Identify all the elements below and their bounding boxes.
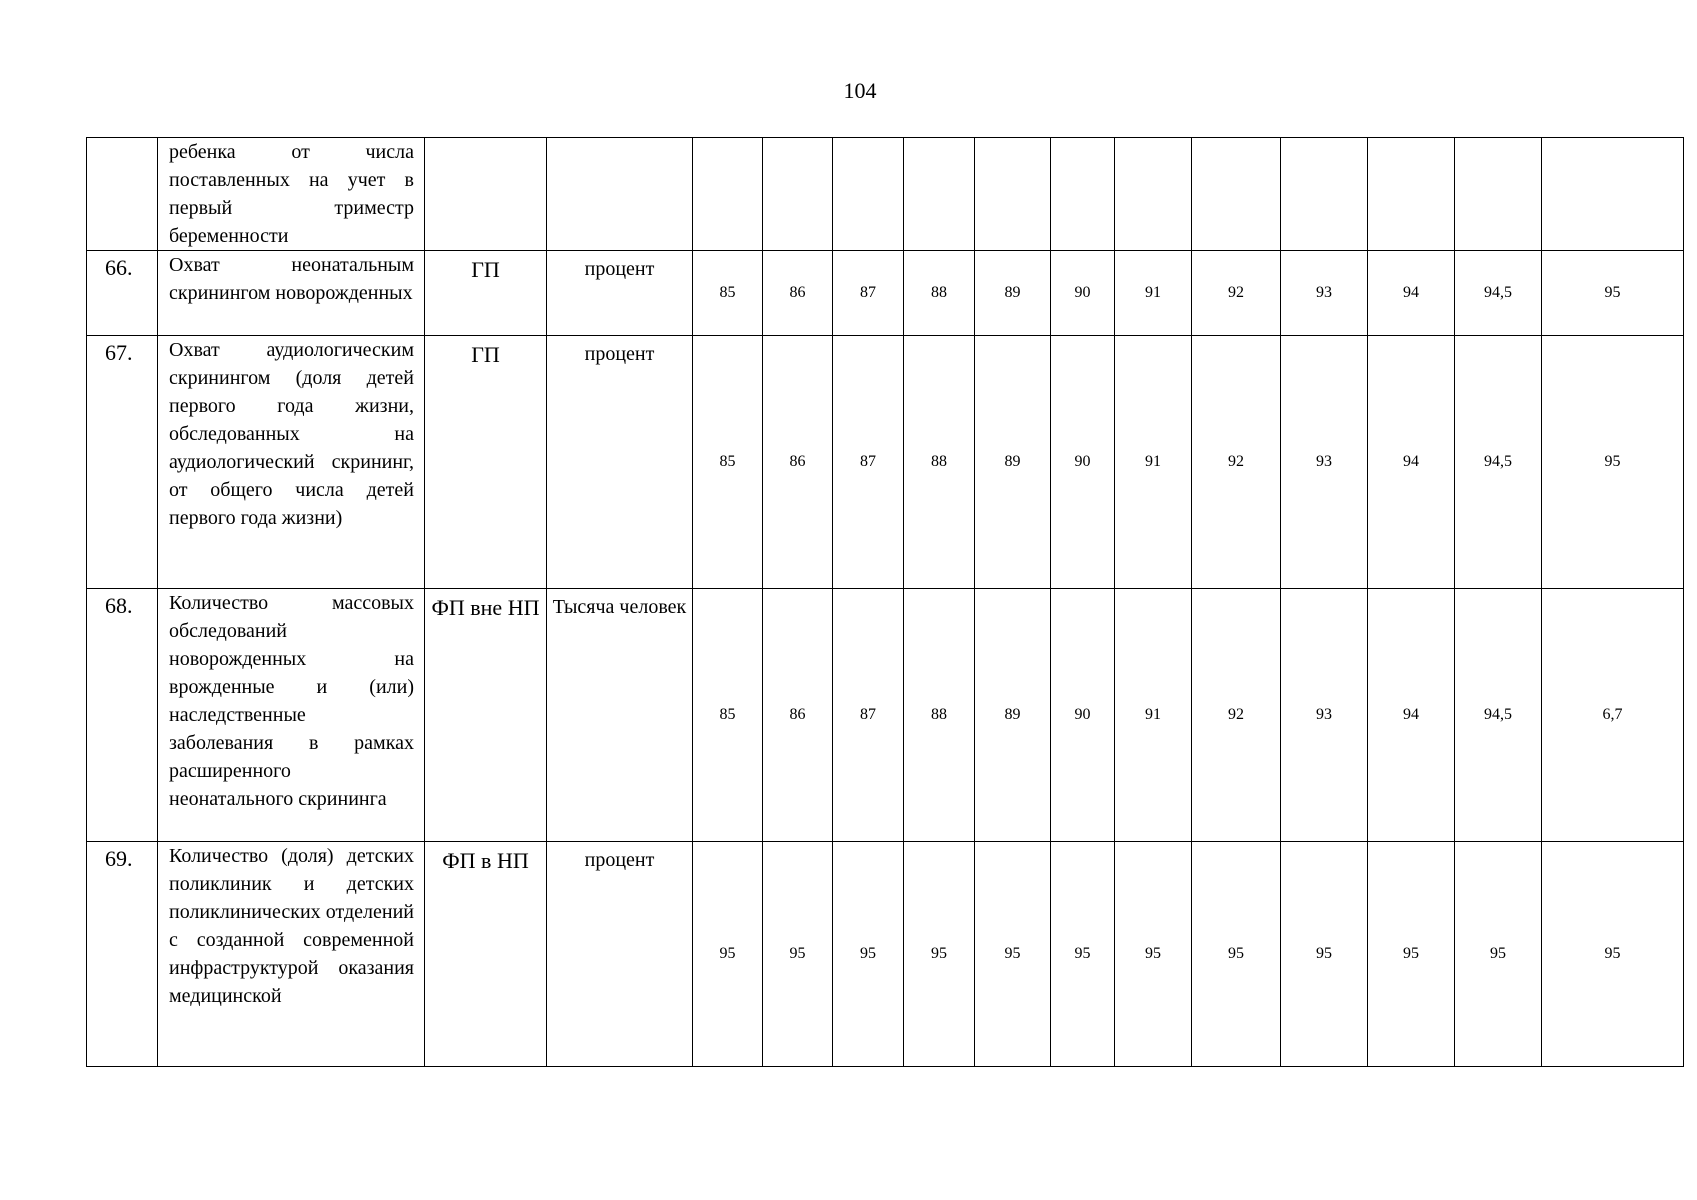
- indicator-value: 89: [975, 336, 1051, 589]
- indicator-value: 88: [904, 251, 975, 336]
- indicator-name: Охват аудиологическим скринингом (доля детей первого года жизни, обследованных на аудиологический скрининг, от общего числа детей первого года жизни): [158, 336, 425, 589]
- indicator-value: 90: [1051, 589, 1115, 842]
- indicator-value: 88: [904, 336, 975, 589]
- indicator-unit: процент: [547, 842, 693, 1067]
- indicator-value: [1192, 138, 1281, 251]
- indicator-value: 87: [833, 251, 904, 336]
- indicator-source: ГП: [425, 336, 547, 589]
- indicator-value: [1281, 138, 1368, 251]
- indicators-table: [86, 137, 1684, 1067]
- indicator-value: 95: [1115, 842, 1192, 1067]
- indicator-value: 95: [693, 842, 763, 1067]
- indicator-value: 91: [1115, 251, 1192, 336]
- indicator-value: 90: [1051, 336, 1115, 589]
- indicator-unit: Тысяча человек: [547, 589, 693, 842]
- indicator-value: 89: [975, 251, 1051, 336]
- indicator-value: 94,5: [1455, 251, 1542, 336]
- indicator-value: 95: [763, 842, 833, 1067]
- indicator-value: 95: [1051, 842, 1115, 1067]
- indicator-value: 92: [1192, 589, 1281, 842]
- indicator-unit: процент: [547, 336, 693, 589]
- indicator-value: 95: [1192, 842, 1281, 1067]
- indicator-value: 92: [1192, 336, 1281, 589]
- indicator-name: ребенка от числа поставленных на учет в первый триместр беременности: [158, 138, 425, 251]
- indicator-value: [975, 138, 1051, 251]
- indicator-value: 94,5: [1455, 589, 1542, 842]
- indicator-value: 94: [1368, 336, 1455, 589]
- indicator-value: [763, 138, 833, 251]
- indicator-value: 94: [1368, 589, 1455, 842]
- indicator-value: [1115, 138, 1192, 251]
- indicator-value: 94,5: [1455, 336, 1542, 589]
- indicator-value: 95: [1542, 336, 1684, 589]
- indicator-value: 91: [1115, 589, 1192, 842]
- indicator-value: 86: [763, 589, 833, 842]
- indicator-value: 95: [975, 842, 1051, 1067]
- indicator-value: 95: [1455, 842, 1542, 1067]
- indicator-value: 90: [1051, 251, 1115, 336]
- indicator-name: Количество (доля) детских поликлиник и детских поликлинических отделений с созданной современной инфраструктурой оказания медицинской: [158, 842, 425, 1067]
- page-number: 104: [843, 78, 877, 103]
- indicator-value: 85: [693, 251, 763, 336]
- indicator-value: 91: [1115, 336, 1192, 589]
- indicator-value: 93: [1281, 251, 1368, 336]
- row-number: [87, 138, 158, 251]
- table-row: [87, 336, 1684, 589]
- indicator-name: Охват неонатальным скринингом новорожденных: [158, 251, 425, 336]
- indicator-value: 95: [1542, 251, 1684, 336]
- indicator-value: 95: [1281, 842, 1368, 1067]
- row-number: 66.: [87, 251, 158, 336]
- indicator-value: 86: [763, 251, 833, 336]
- indicator-value: 94: [1368, 251, 1455, 336]
- indicator-value: 92: [1192, 251, 1281, 336]
- indicator-value: [693, 138, 763, 251]
- indicator-name: Количество массовых обследований новорожденных на врожденные и (или) наследственные заболевания в рамках расширенного неонатального скрининга: [158, 589, 425, 842]
- table-body: [87, 138, 1684, 1067]
- indicator-value: 88: [904, 589, 975, 842]
- indicator-value: [1368, 138, 1455, 251]
- row-number: 68.: [87, 589, 158, 842]
- indicator-value: 87: [833, 589, 904, 842]
- row-number: 67.: [87, 336, 158, 589]
- table-row: [87, 138, 1684, 251]
- indicator-value: [904, 138, 975, 251]
- indicator-value: [1051, 138, 1115, 251]
- indicator-value: 85: [693, 589, 763, 842]
- indicator-value: [1542, 138, 1684, 251]
- row-number: 69.: [87, 842, 158, 1067]
- indicator-value: 95: [1542, 842, 1684, 1067]
- indicator-value: 95: [833, 842, 904, 1067]
- indicator-value: 6,7: [1542, 589, 1684, 842]
- table-row: [87, 251, 1684, 336]
- indicator-source: ФП вне НП: [425, 589, 547, 842]
- indicator-unit: процент: [547, 251, 693, 336]
- indicator-source: [425, 138, 547, 251]
- table-row: [87, 589, 1684, 842]
- indicator-value: 95: [1368, 842, 1455, 1067]
- indicator-value: [1455, 138, 1542, 251]
- indicator-value: 85: [693, 336, 763, 589]
- indicator-value: 95: [904, 842, 975, 1067]
- indicator-value: [833, 138, 904, 251]
- table-row: [87, 842, 1684, 1067]
- indicator-unit: [547, 138, 693, 251]
- indicator-value: 93: [1281, 336, 1368, 589]
- indicator-value: 86: [763, 336, 833, 589]
- indicator-value: 93: [1281, 589, 1368, 842]
- indicator-value: 89: [975, 589, 1051, 842]
- indicator-source: ФП в НП: [425, 842, 547, 1067]
- indicator-value: 87: [833, 336, 904, 589]
- indicator-source: ГП: [425, 251, 547, 336]
